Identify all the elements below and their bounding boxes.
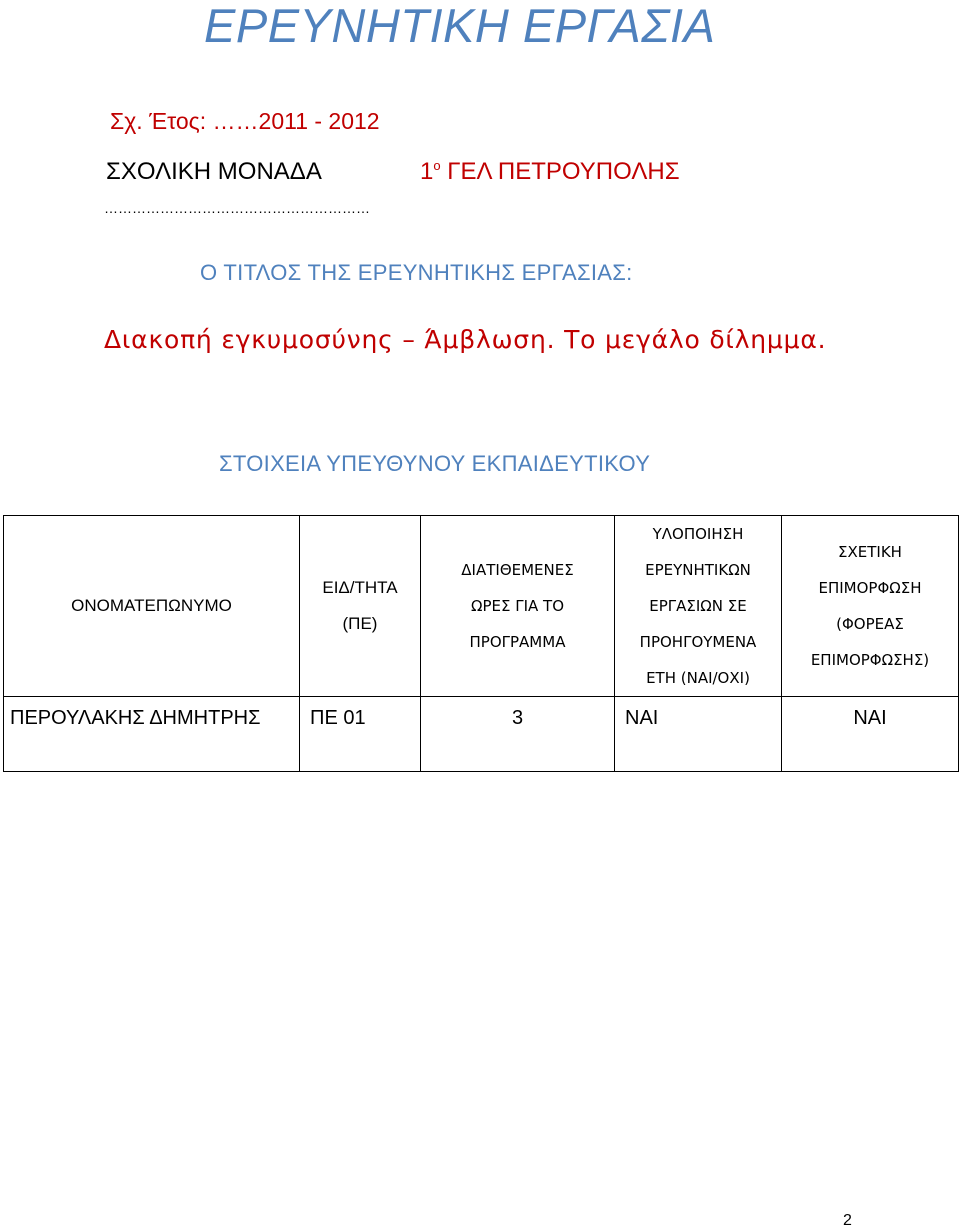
school-unit-name: $1^o$ ΓΕΛ ΠΕΤΡΟΥΠΟΛΗΣ xyxy=(420,158,680,185)
teacher-details-table xyxy=(3,515,959,772)
table-row xyxy=(4,697,959,772)
header-training-line: ΕΠΙΜΟΡΦΩΣΗ xyxy=(818,579,922,597)
header-hours xyxy=(421,516,615,697)
cell-training: ΝΑΙ xyxy=(782,697,959,772)
header-prior-line: ΥΛΟΠΟΙΗΣΗ xyxy=(652,525,744,543)
header-prior-line: ΕΡΕΥΝΗΤΙΚΩΝ xyxy=(645,561,751,579)
header-specialty-line: (ΠΕ) xyxy=(342,614,378,633)
dotted-line: ………………………………………………… xyxy=(104,200,370,216)
cell-teacher-name: ΠΕΡΟΥΛΑΚΗΣ ΔΗΜΗΤΡΗΣ xyxy=(4,697,300,772)
project-title-label: Ο ΤΙΤΛΟΣ ΤΗΣ ΕΡΕΥΝΗΤΙΚΗΣ ΕΡΓΑΣΙΑΣ: xyxy=(200,260,633,285)
project-title: Διακοπή εγκυμοσύνης – Άμβλωση. Το μεγάλο δίλημμα. xyxy=(104,325,827,354)
cell-prior-projects: ΝΑΙ xyxy=(615,697,782,772)
header-prior-projects xyxy=(615,516,782,697)
header-specialty xyxy=(300,516,421,697)
cell-hours: 3 xyxy=(421,697,615,772)
header-hours-line: ΔΙΑΤΙΘΕΜΕΝΕΣ xyxy=(461,561,574,579)
school-unit-label: ΣΧΟΛΙΚΗ ΜΟΝΑΔΑ xyxy=(106,158,322,185)
header-prior-line: ΠΡΟΗΓΟΥΜΕΝΑ xyxy=(639,633,757,651)
header-name-label: ΟΝΟΜΑΤΕΠΩΝΥΜΟ xyxy=(71,596,232,615)
header-training-line: ΣΧΕΤΙΚΗ xyxy=(838,543,902,561)
header-hours-line: ΩΡΕΣ ΓΙΑ ΤΟ xyxy=(470,597,564,615)
header-prior-line: ΕΤΗ (ΝΑΙ/ΟΧΙ) xyxy=(646,669,750,687)
page-number: 2 xyxy=(843,1212,852,1229)
table-header-row xyxy=(4,516,959,697)
header-hours-line: ΠΡΟΓΡΑΜΜΑ xyxy=(469,633,566,651)
header-training-line: (ΦΟΡΕΑΣ xyxy=(836,615,904,633)
header-prior-line: ΕΡΓΑΣΙΩΝ ΣΕ xyxy=(649,597,747,615)
header-training-line: ΕΠΙΜΟΡΦΩΣΗΣ) xyxy=(810,651,930,669)
header-training xyxy=(782,516,959,697)
cell-specialty: ΠΕ 01 xyxy=(300,697,421,772)
document-title: ΕΡΕΥΝΗΤΙΚΗ ΕΡΓΑΣΙΑ xyxy=(204,0,716,52)
teacher-details-heading: ΣΤΟΙΧΕΙΑ ΥΠΕΥΘΥΝΟΥ ΕΚΠΑΙΔΕΥΤΙΚΟΥ xyxy=(219,451,651,476)
school-year: Σχ. Έτος: ……2011 - 2012 xyxy=(110,108,380,134)
header-specialty-line: ΕΙΔ/ΤΗΤΑ xyxy=(322,578,398,597)
header-name xyxy=(4,516,300,697)
